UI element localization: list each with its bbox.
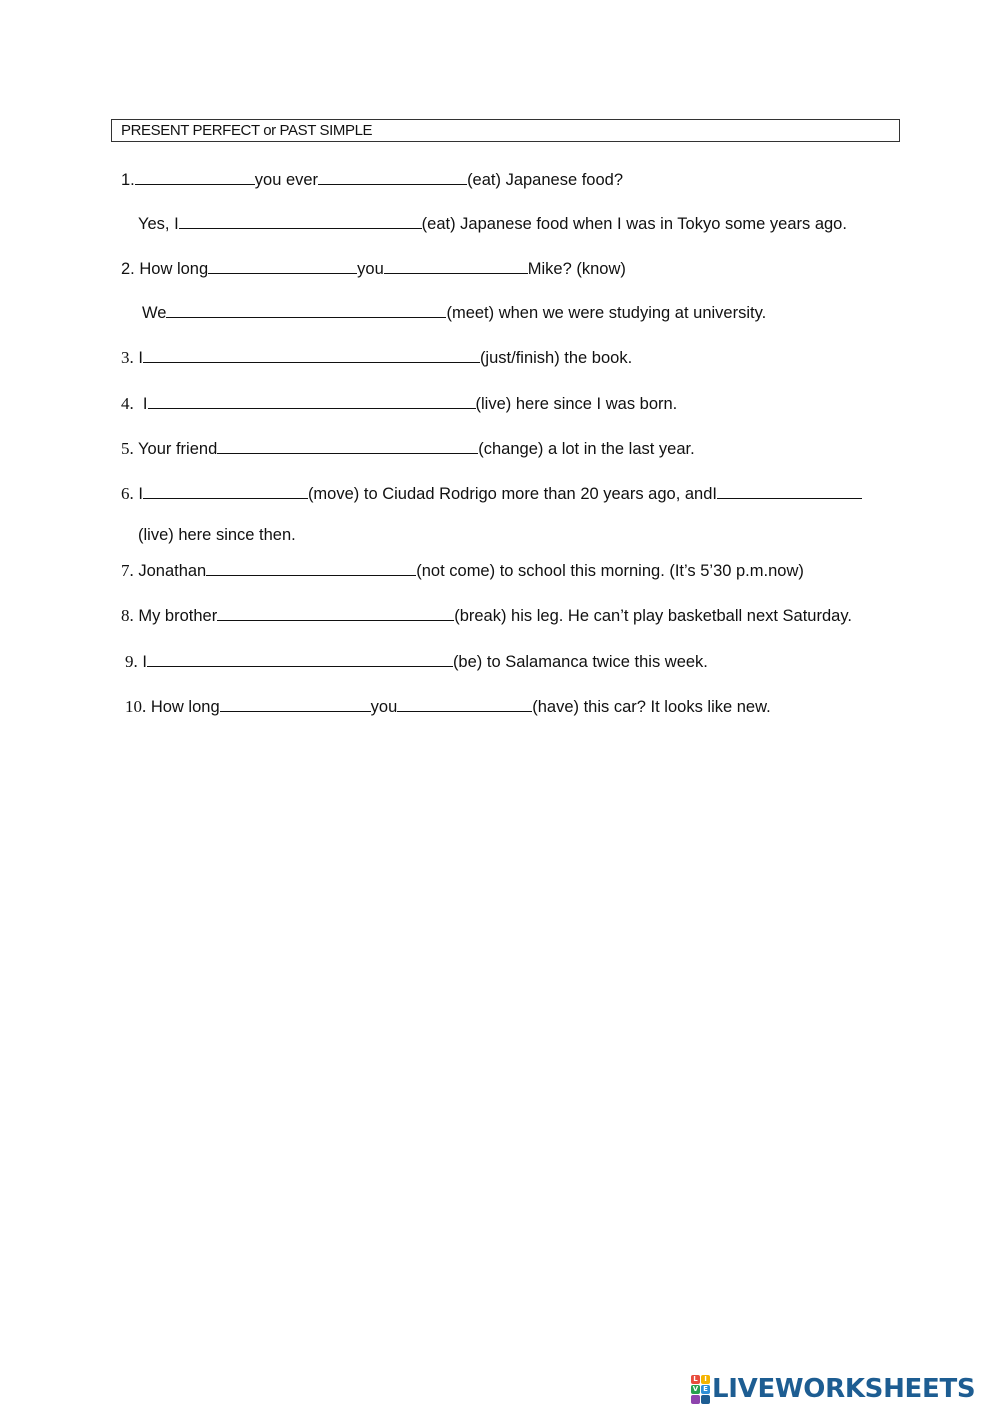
exercise-1-question xyxy=(121,169,623,189)
exercise-9 xyxy=(125,651,708,671)
exercise-text: I xyxy=(138,485,143,503)
exercise-text: (not come) to school this morning. (It’s 5’30 p.m.now) xyxy=(416,562,804,580)
exercise-5 xyxy=(121,438,695,458)
exercise-text: (move) to Ciudad Rodrigo more than 20 years ago, andI xyxy=(307,485,717,503)
answer-blank[interactable] xyxy=(148,393,476,409)
item-number: 7. xyxy=(121,561,134,580)
item-number: 10. xyxy=(125,697,147,716)
exercise-text: (live) here since I was born. xyxy=(475,395,678,413)
exercise-2-answer xyxy=(142,302,766,322)
exercise-text: I xyxy=(142,395,148,413)
exercise-8 xyxy=(121,605,852,625)
item-number: 5. xyxy=(121,439,134,458)
exercise-text: We xyxy=(142,304,167,322)
exercise-text: (have) this car? It looks like new. xyxy=(532,698,771,716)
exercise-text: Jonathan xyxy=(138,562,207,580)
exercise-text: (be) to Salamanca twice this week. xyxy=(452,653,708,671)
exercise-text: (change) a lot in the last year. xyxy=(478,440,695,458)
answer-blank[interactable] xyxy=(717,483,862,499)
answer-blank[interactable] xyxy=(143,483,308,499)
exercise-text: I xyxy=(138,349,143,367)
logo-text: LIVEWORKSHEETS xyxy=(712,1374,976,1404)
exercise-text: you ever xyxy=(254,171,319,189)
exercise-6-continued xyxy=(138,525,296,545)
exercise-text: (eat) Japanese food? xyxy=(467,171,624,189)
exercise-text: (break) his leg. He can’t play basketball next Saturday. xyxy=(454,607,852,625)
answer-blank[interactable] xyxy=(208,258,357,274)
item-number: 2. xyxy=(121,260,135,278)
liveworksheets-logo xyxy=(691,1373,975,1405)
answer-blank[interactable] xyxy=(217,605,454,621)
exercise-1-answer xyxy=(138,213,847,233)
logo-mark-icon: L I V E xyxy=(691,1375,710,1403)
exercise-text: (just/finish) the book. xyxy=(479,349,633,367)
worksheet-title: PRESENT PERFECT or PAST SIMPLE xyxy=(111,119,900,142)
exercise-10 xyxy=(125,696,771,716)
item-number: 8. xyxy=(121,606,134,625)
answer-blank[interactable] xyxy=(166,302,446,318)
answer-blank[interactable] xyxy=(147,651,453,667)
exercise-3 xyxy=(121,347,632,367)
exercise-text: My brother xyxy=(138,607,218,625)
exercise-text: you xyxy=(370,698,398,716)
answer-blank[interactable] xyxy=(318,169,467,185)
exercise-6 xyxy=(121,483,862,503)
item-number: 9. xyxy=(125,652,138,671)
answer-blank[interactable] xyxy=(135,169,255,185)
exercise-text: How long xyxy=(139,260,209,278)
answer-blank[interactable] xyxy=(206,560,416,576)
exercise-text: (live) here since then. xyxy=(138,526,296,544)
exercise-4 xyxy=(121,393,677,413)
item-number: 6. xyxy=(121,484,134,503)
answer-blank[interactable] xyxy=(179,213,422,229)
item-number: 1. xyxy=(121,171,135,189)
exercise-text: How long xyxy=(150,698,220,716)
exercise-text: (meet) when we were studying at university. xyxy=(446,304,767,322)
exercise-2-question xyxy=(121,258,626,278)
exercise-text: Mike? (know) xyxy=(527,260,626,278)
item-number: 3. xyxy=(121,348,134,367)
item-number: 4. xyxy=(121,394,134,413)
exercise-text: I xyxy=(142,653,147,671)
exercise-text: Your friend xyxy=(138,440,218,458)
exercise-text: Yes, I xyxy=(138,215,179,233)
answer-blank[interactable] xyxy=(220,696,371,712)
exercise-text: (eat) Japanese food when I was in Tokyo some years ago. xyxy=(421,215,847,233)
answer-blank[interactable] xyxy=(143,347,480,363)
exercise-text: you xyxy=(357,260,384,278)
answer-blank[interactable] xyxy=(384,258,528,274)
answer-blank[interactable] xyxy=(397,696,532,712)
exercise-7 xyxy=(121,560,804,580)
answer-blank[interactable] xyxy=(217,438,478,454)
